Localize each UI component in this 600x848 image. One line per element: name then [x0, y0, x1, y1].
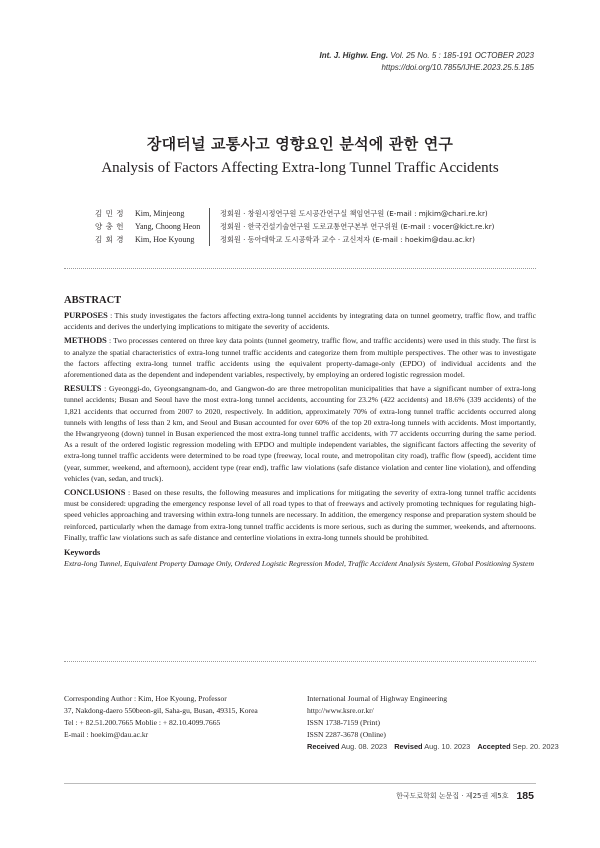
corresponding-email: E-mail : hoekim@dau.ac.kr [64, 730, 149, 739]
corresponding-author-block [64, 693, 258, 741]
author-row [95, 207, 494, 220]
author-affiliation: 정회원 · 동아대학교 도시공학과 교수 · 교신저자 (E-mail : hoekim@dau.ac.kr) [220, 235, 475, 244]
abstract-section [64, 295, 536, 569]
page-number: 185 [516, 790, 534, 802]
purposes-text: : This study investigates the factors affecting extra-long tunnel accidents by integrating data on tunnel geometry, traffic flow, and traffic accidents and derives the underlying implications to mitigate the severity of accidents. [64, 311, 536, 332]
title-english: Analysis of Factors Affecting Extra-long Tunnel Traffic Accidents [101, 160, 499, 176]
corresponding-address: 37, Nakdong-daero 550beon-gil, Saha-gu, Busan, 49315, Korea [64, 706, 258, 715]
conclusions-text: : Based on these results, the following measures and implications for mitigating the severity of extra-long tunnel traffic accidents must be considered: upgrading the emergency response level of all road types to that of freeways and actively promoting techniques for regulating high-speed vehicles approaching and traversing within extra-long tunnels are necessary. In addition, the emergency response and preparation system should be reinforced, particularly when the damage from extra-long tunnel traffic accidents is more serious, such as during the summer, weekends, and afternoons. Finally, traffic law violations such as safe distance and centerline violations in extra-long tunnels should be prohibited. [64, 488, 536, 542]
dotted-divider-top [64, 268, 536, 269]
author-row [95, 233, 494, 246]
received-date: Aug. 08. 2023 [341, 742, 388, 751]
publication-info-block [307, 693, 564, 753]
author-list [95, 207, 494, 246]
methods-text: : Two processes centered on three key data points (tunnel geometry, traffic flow, and traffic accidents) were used in this study. The first is to analyze the spatial characteristics of extra-long tunnel traffic accidents and categorize them from multiple perspectives. The other was to investigate the factors affecting extra-long tunnel traffic accidents using the equivalent property-damage-only (EPDO) of individual accidents and the aforementioned data as the dependent and independent variables, respectively, by employing an ordered logistic regression model. [64, 336, 536, 380]
author-name-english: Kim, Minjeong [135, 209, 185, 218]
title-korean: 장대터널 교통사고 영향요인 분석에 관한 연구 [146, 135, 454, 153]
issn-online: ISSN 2287-3678 (Online) [307, 730, 386, 739]
corresponding-author: Corresponding Author : Kim, Hoe Kyoung, Professor [64, 694, 227, 703]
author-name-korean: 양 충 헌 [95, 222, 125, 231]
doi-link[interactable]: https://doi.org/10.7855/IJHE.2023.25.5.185 [381, 63, 534, 72]
results-paragraph [64, 383, 536, 484]
journal-reference [320, 50, 534, 74]
submission-dates [307, 741, 564, 753]
accepted-label: Accepted [477, 742, 511, 751]
page-footer [396, 790, 534, 802]
journal-full-name: International Journal of Highway Engineering [307, 694, 448, 703]
author-name-english: Yang, Choong Heon [135, 222, 201, 231]
author-affiliation: 정회원 · 한국건설기술연구원 도로교통연구본부 연구위원 (E-mail : vocer@kict.re.kr) [220, 222, 495, 231]
author-name-korean: 김 회 경 [95, 235, 125, 244]
footer-divider [64, 783, 536, 784]
footer-journal-name: 한국도로학회 논문집 · 제25권 제5호 [396, 792, 509, 800]
methods-paragraph [64, 335, 536, 380]
conclusions-paragraph [64, 487, 536, 543]
author-row [95, 220, 494, 233]
abstract-heading: ABSTRACT [64, 295, 122, 306]
purposes-paragraph [64, 310, 536, 332]
revised-label: Revised [394, 742, 423, 751]
author-name-english: Kim, Hoe Kyoung [135, 235, 195, 244]
results-text: : Gyeonggi-do, Gyeongsangnam-do, and Gangwon-do are three metropolitan municipalities that have a significant number of extra-long tunnel accidents; Busan and Seoul have the most extra-long tunnel accidents, accounting for 23.2% (422 accidents) and 18.6% (339 accidents) of the 1,821 accidents that occurred from 2007 to 2020, respectively. In addition, approximately 70% of extra-long tunnel traffic accidents occurred along tunnels with lengths of less than 2 km, and Seoul and Busan accounted for over 60% of the top 20 extra-long tunnels with accidents. Most importantly, the Hwangryeong (down) tunnel in Busan experienced the most extra-long tunnel traffic accidents, with 77 accidents occurring during the same period. As a result of the ordered logistic regression modeling with EPDO and multiple independent variables, the significant factors affecting the severity of extra-long tunnel traffic accidents were determined to be road type (freeway, local route, and metropolitan city road), traffic flow (speed), accident time (year, summer, weekend, and afternoon), accident type (rear end), traffic law violations (safe distance violation and center line violation), and offending vehicles (van, sedan, and truck). [64, 384, 536, 483]
received-label: Received [307, 742, 340, 751]
journal-url[interactable]: http://www.ksre.or.kr/ [307, 706, 374, 715]
journal-abbrev: Int. J. Highw. Eng. [319, 51, 389, 60]
purposes-label: PURPOSES [64, 311, 108, 320]
revised-date: Aug. 10. 2023 [424, 742, 471, 751]
keywords-text: Extra-long Tunnel, Equivalent Property Damage Only, Ordered Logistic Regression Model, Traffic Accident Analysis System, Global Positioning System [64, 559, 535, 569]
methods-label: METHODS [64, 336, 107, 346]
author-name-korean: 김 민 정 [95, 209, 125, 218]
results-label: RESULTS [64, 384, 102, 394]
author-affiliation: 정회원 · 창원시정연구원 도시공간연구실 책임연구원 (E-mail : mjkim@chari.re.kr) [220, 209, 488, 218]
issn-print: ISSN 1738-7159 (Print) [307, 718, 380, 727]
conclusions-label: CONCLUSIONS [64, 488, 126, 498]
accepted-date: Sep. 20. 2023 [512, 742, 559, 751]
dotted-divider-bottom [64, 661, 536, 662]
journal-issue: Vol. 25 No. 5 : 185-191 OCTOBER 2023 [390, 51, 534, 60]
corresponding-phone: Tel : + 82.51.200.7665 Moblie : + 82.10.4099.7665 [64, 718, 221, 727]
keywords-heading: Keywords [64, 548, 101, 558]
